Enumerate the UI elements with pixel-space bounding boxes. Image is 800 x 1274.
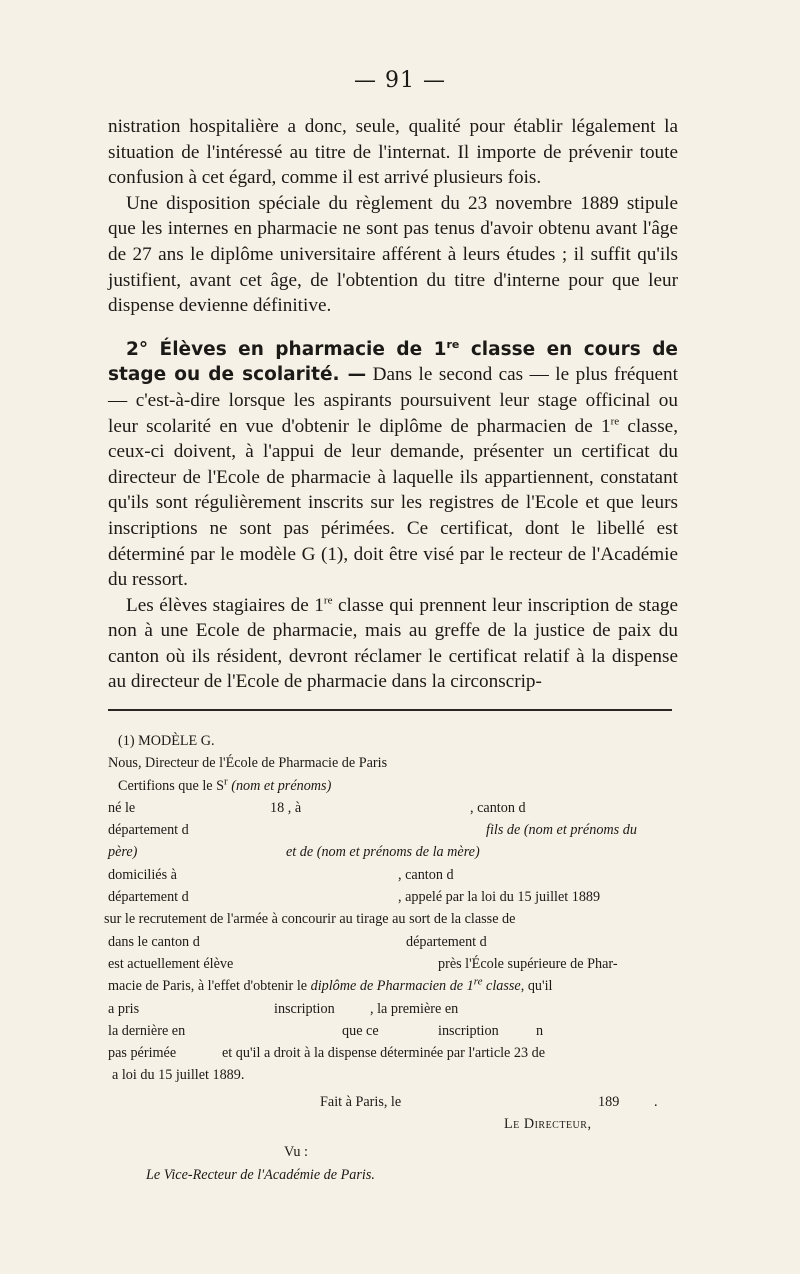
vice-rector-label: Le Vice-Recteur de l'Académie de Paris. xyxy=(146,1166,375,1183)
footnote-line: inscription xyxy=(438,1022,499,1039)
footnote-line: Fait à Paris, le xyxy=(320,1093,402,1110)
footnote-line: département d xyxy=(108,822,189,839)
footnote-line: 18 , à xyxy=(270,799,302,816)
footnote-line: département d xyxy=(406,933,487,950)
section-heading: 2° Élèves en pharmacie de 1re classe en cours de stage ou de scolarité. — xyxy=(108,337,678,386)
footnote-title: (1) MODÈLE G. xyxy=(118,733,215,749)
footnote-line: la dernière en xyxy=(108,1022,186,1039)
page-number: — 91 — xyxy=(354,68,446,93)
footnote-line: . xyxy=(654,1093,658,1110)
footnote-line: Nous, Directeur de l'École de Pharmacie de Paris xyxy=(108,755,388,772)
footnote-line: père) xyxy=(108,844,138,861)
paragraph-1: nistration hospitalière a donc, seule, qualité pour établir légalement la situation de l'intéressé au titre de l'internat. Il importe de prévenir toute confusion à cet égard, comme il est arrivé plusieurs fois. xyxy=(108,116,678,189)
footnote-line: pas périmée xyxy=(108,1045,177,1062)
footnote-line: , appelé par la loi du 15 juillet 1889 xyxy=(398,889,601,906)
footnote-line: sur le recrutement de l'armée à concourir au tirage au sort de la classe de xyxy=(104,911,516,928)
director-signature-label: Le Directeur, xyxy=(504,1116,592,1133)
footnote-line: , canton d xyxy=(398,866,454,883)
footnote-line: domiciliés à xyxy=(108,866,177,883)
footnote-line: , canton d xyxy=(470,799,526,816)
footnote-line: macie de Paris, à l'effet d'obtenir le diplôme de Pharmacien de 1re classe, qu'il xyxy=(108,975,553,995)
footnote-line: Certifions que le $S^r$ (nom et prénoms) xyxy=(118,774,332,794)
paragraph-2: Une disposition spéciale du règlement du 23 novembre 1889 stipule que les internes en pharmacie ne sont pas tenus d'avoir obtenu avant l'âge de 27 ans le diplôme universitaire afférent à leurs études ; il suffit qu'ils justifient, avant cet âge, de l'obtention du titre d'interne pour que leur dispense devienne définitive. xyxy=(108,192,678,317)
footnote-line: et de (nom et prénoms de la mère) xyxy=(286,844,480,861)
footnote-line: que ce xyxy=(342,1022,379,1039)
footnote-line: a loi du 15 juillet 1889. xyxy=(112,1067,245,1084)
footnote-line: département d xyxy=(108,889,189,906)
footnote-line: , la première en xyxy=(370,1000,459,1017)
footnote-line: 189 xyxy=(598,1093,620,1110)
footnote-line: fils de (nom et prénoms du xyxy=(486,822,637,839)
footnote-divider xyxy=(108,709,672,711)
body-text xyxy=(108,114,678,695)
footnote-line: dans le canton d xyxy=(108,933,200,950)
paragraph-4: Les élèves stagiaires de 1re classe qui prennent leur inscription de stage non à une Ecole de pharmacie, mais au greffe de la justice de paix du canton où ils résident, devront réclamer le certificat relatif à la dispense au directeur de l'Ecole de pharmacie dans la circonscrip- xyxy=(108,594,678,693)
footnote-line: près l'École supérieure de Phar- xyxy=(438,955,618,972)
footnote-line: né le xyxy=(108,799,136,816)
footnote-model-g xyxy=(104,730,678,1186)
endorsement-label: Vu : xyxy=(284,1144,308,1161)
paragraph-3: 2° Élèves en pharmacie de 1re classe en cours de stage ou de scolarité. — Dans le second cas — le plus fréquent — c'est-à-dire lorsque les aspirants poursuivent leur stage officinal ou leur scolarité en vue d'obtenir le diplôme de pharmacien de 1re classe, ceux-ci doivent, à l'appui de leur demande, présenter un certificat du directeur de l'Ecole de pharmacie à laquelle ils appartiennent, constatant qu'ils sont régulièrement inscrits sur les registres de l'Ecole et que leurs inscriptions ne sont pas périmées. Ce certificat, dont le libellé est déterminé par le modèle G (1), doit être visé par le recteur de l'Académie du ressort. xyxy=(108,337,678,591)
footnote-line: est actuellement élève xyxy=(108,955,234,972)
footnote-line: inscription xyxy=(274,1000,335,1017)
footnote-line: a pris xyxy=(108,1000,140,1017)
footnote-line: n xyxy=(536,1022,544,1039)
footnote-line: et qu'il a droit à la dispense déterminée par l'article 23 de xyxy=(222,1045,546,1062)
